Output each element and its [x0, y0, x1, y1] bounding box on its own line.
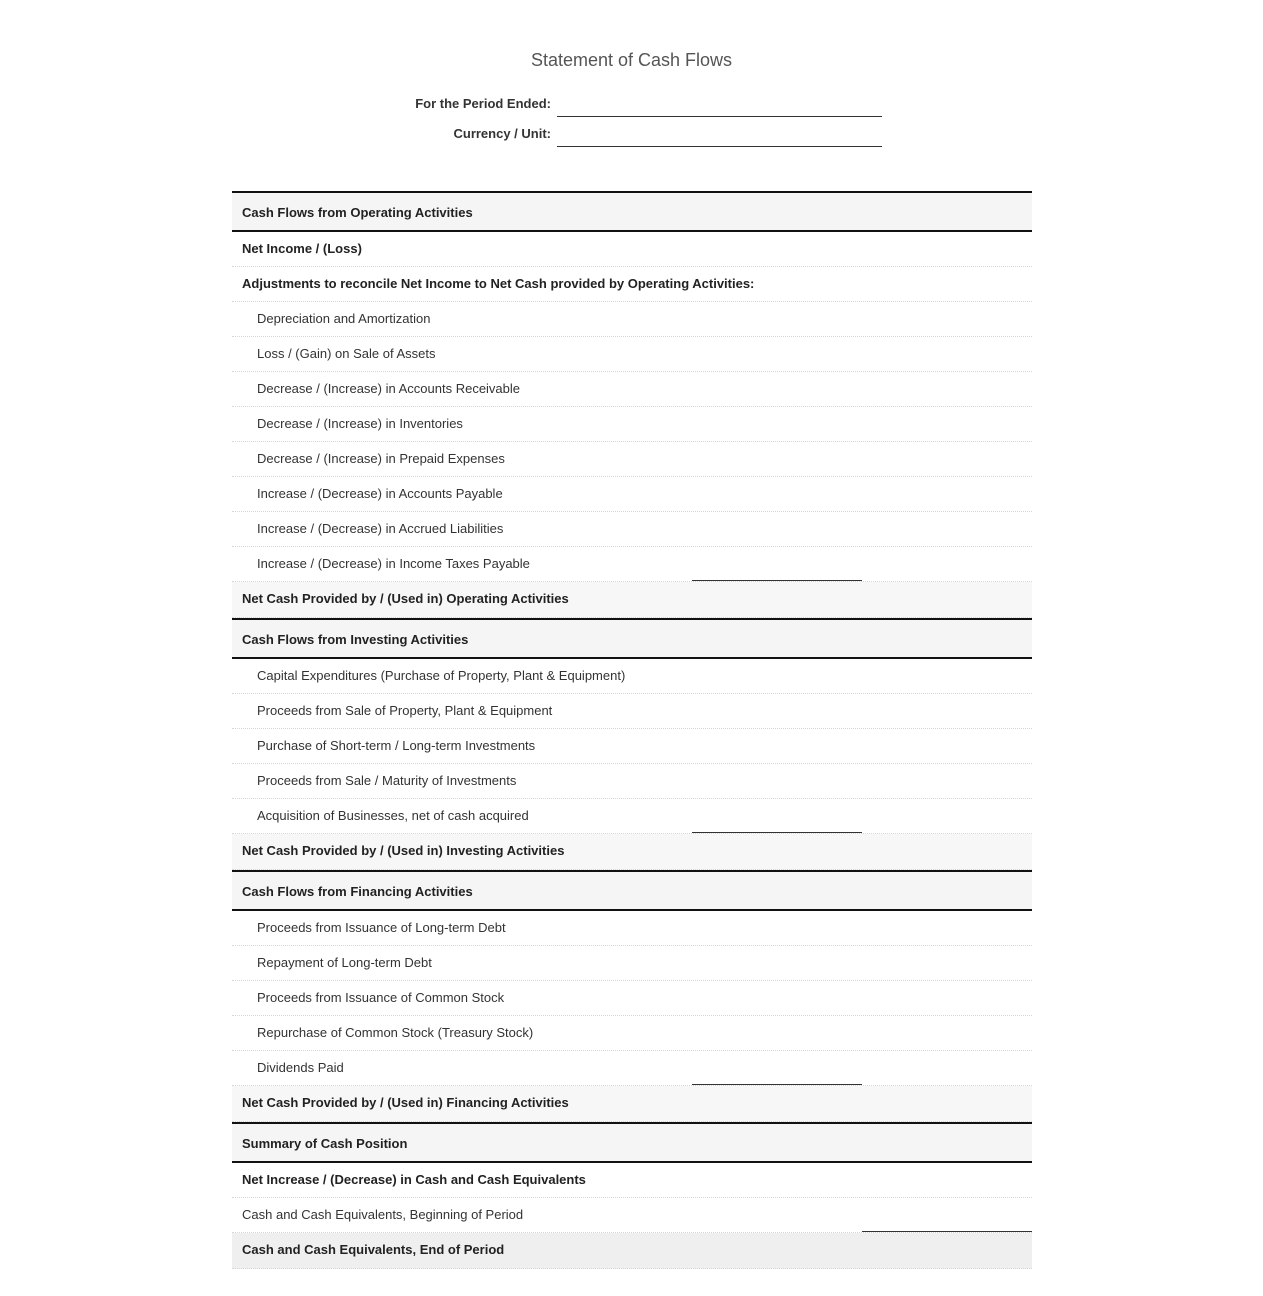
line-item-row: [232, 337, 1032, 372]
investing-total-row: [232, 834, 1032, 870]
period-row: [0, 96, 1263, 120]
amount-cell[interactable]: [692, 729, 862, 763]
line-item-row: [232, 799, 1032, 834]
beginning-cash-row: [232, 1198, 1032, 1233]
total-cell[interactable]: [862, 1198, 1032, 1232]
line-item-row: [232, 372, 1032, 407]
beginning-cash-label: Cash and Cash Equivalents, Beginning of Period: [242, 1207, 524, 1222]
operating-total-label: Net Cash Provided by / (Used in) Operating Activities: [242, 591, 569, 606]
currency-row: [0, 126, 1263, 150]
net-change-label: Net Increase / (Decrease) in Cash and Cash Equivalents: [242, 1172, 586, 1187]
amount-cell[interactable]: [692, 477, 862, 511]
amount-cell[interactable]: [692, 764, 862, 798]
ending-cash-label: Cash and Cash Equivalents, End of Period: [242, 1242, 505, 1257]
line-item-row: [232, 407, 1032, 442]
adjustments-heading-row: [232, 267, 1032, 302]
line-item-row: [232, 442, 1032, 477]
amount-cell[interactable]: [692, 232, 862, 266]
line-item-row: [232, 981, 1032, 1016]
line-item-row: [232, 694, 1032, 729]
currency-label: Currency / Unit:: [453, 126, 551, 141]
amount-cell[interactable]: [692, 659, 862, 693]
financing-total-label: Net Cash Provided by / (Used in) Financing Activities: [242, 1095, 569, 1110]
line-item-label: Repayment of Long-term Debt: [257, 955, 432, 970]
amount-cell[interactable]: [692, 946, 862, 980]
amount-cell[interactable]: [692, 981, 862, 1015]
line-item-label: Purchase of Short-term / Long-term Investments: [257, 738, 536, 753]
period-field[interactable]: [557, 96, 882, 117]
line-item-row: [232, 764, 1032, 799]
summary-section-header: [232, 1122, 1032, 1163]
line-item-label: Decrease / (Increase) in Inventories: [257, 416, 463, 431]
line-item-row: [232, 659, 1032, 694]
line-item-row: [232, 729, 1032, 764]
amount-cell[interactable]: [692, 407, 862, 441]
page-title: Statement of Cash Flows: [530, 50, 733, 70]
line-item-row: [232, 477, 1032, 512]
amount-cell[interactable]: [692, 911, 862, 945]
investing-total-label: Net Cash Provided by / (Used in) Investing Activities: [242, 843, 565, 858]
subtotal-cell[interactable]: [862, 232, 1032, 266]
amount-cell[interactable]: [692, 1051, 862, 1085]
line-item-row: [232, 946, 1032, 981]
currency-field[interactable]: [557, 126, 882, 147]
line-item-label: Increase / (Decrease) in Accrued Liabilities: [257, 521, 504, 536]
amount-cell[interactable]: [692, 372, 862, 406]
financing-section-header: [232, 870, 1032, 911]
total-cell[interactable]: [862, 582, 1032, 617]
operating-section-header: [232, 191, 1032, 232]
total-cell[interactable]: [862, 834, 1032, 869]
line-item-label: Proceeds from Sale / Maturity of Investments: [257, 773, 517, 788]
net-change-row: [232, 1163, 1032, 1198]
net-income-label: Net Income / (Loss): [242, 241, 362, 256]
net-income-row: [232, 232, 1032, 267]
line-item-label: Increase / (Decrease) in Accounts Payable: [257, 486, 503, 501]
line-item-row: [232, 512, 1032, 547]
line-item-label: Capital Expenditures (Purchase of Property, Plant & Equipment): [257, 668, 626, 683]
line-item-label: Decrease / (Increase) in Accounts Receivable: [257, 381, 521, 396]
line-item-label: Loss / (Gain) on Sale of Assets: [257, 346, 436, 361]
total-cell[interactable]: [862, 1163, 1032, 1197]
adjustments-heading: Adjustments to reconcile Net Income to Net Cash provided by Operating Activities:: [242, 276, 755, 291]
cash-flow-statement: [232, 191, 1032, 1269]
financing-heading: Cash Flows from Financing Activities: [242, 884, 473, 899]
total-cell[interactable]: [862, 1086, 1032, 1121]
line-item-label: Proceeds from Issuance of Common Stock: [257, 990, 505, 1005]
amount-cell[interactable]: [692, 337, 862, 371]
investing-section-header: [232, 618, 1032, 659]
financing-total-row: [232, 1086, 1032, 1122]
line-item-label: Dividends Paid: [257, 1060, 344, 1075]
amount-cell[interactable]: [692, 547, 862, 581]
operating-heading: Cash Flows from Operating Activities: [242, 205, 473, 220]
amount-cell[interactable]: [692, 442, 862, 476]
amount-cell[interactable]: [692, 302, 862, 336]
line-item-row: [232, 1016, 1032, 1051]
line-item-label: Acquisition of Businesses, net of cash acquired: [257, 808, 529, 823]
amount-cell[interactable]: [692, 694, 862, 728]
amount-cell[interactable]: [692, 512, 862, 546]
line-item-label: Proceeds from Issuance of Long-term Debt: [257, 920, 506, 935]
amount-cell[interactable]: [692, 1016, 862, 1050]
period-label: For the Period Ended:: [415, 96, 551, 111]
operating-total-row: [232, 582, 1032, 618]
line-item-label: Increase / (Decrease) in Income Taxes Payable: [257, 556, 530, 571]
line-item-label: Depreciation and Amortization: [257, 311, 431, 326]
line-item-row: [232, 911, 1032, 946]
line-item-label: Repurchase of Common Stock (Treasury Stock): [257, 1025, 534, 1040]
line-item-row: [232, 1051, 1032, 1086]
summary-heading: Summary of Cash Position: [242, 1136, 408, 1151]
amount-cell[interactable]: [692, 799, 862, 833]
line-item-row: [232, 302, 1032, 337]
grand-total-cell[interactable]: [862, 1233, 1032, 1268]
ending-cash-row: [232, 1233, 1032, 1269]
line-item-label: Decrease / (Increase) in Prepaid Expenses: [257, 451, 505, 466]
investing-heading: Cash Flows from Investing Activities: [242, 632, 469, 647]
line-item-label: Proceeds from Sale of Property, Plant & Equipment: [257, 703, 553, 718]
line-item-row: [232, 547, 1032, 582]
